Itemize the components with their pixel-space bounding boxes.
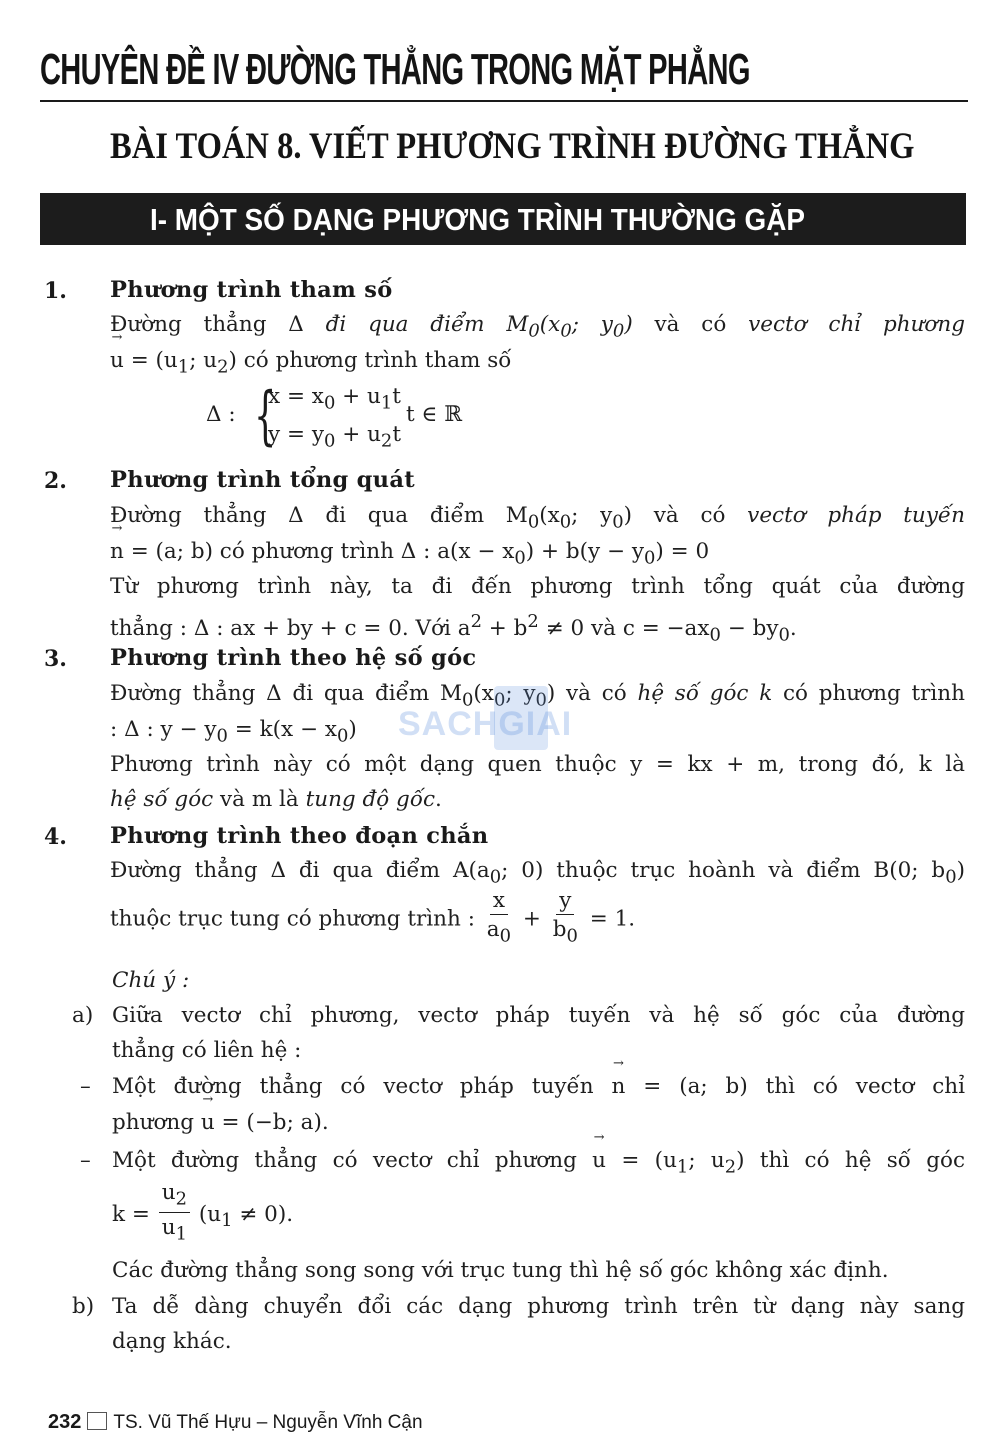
- paragraph-line: thẳng có liên hệ :: [112, 1038, 302, 1063]
- paragraph-line: Đường thẳng Δ đi qua điểm $M_0(x_0$; $y_0$) và có vectơ chỉ phương: [110, 312, 965, 342]
- paragraph-line: dạng khác.: [112, 1329, 232, 1354]
- book-icon: [87, 1412, 107, 1430]
- note-label: Chú ý :: [112, 968, 190, 993]
- chapter-header: CHUYÊN ĐỀ IV ĐƯỜNG THẲNG TRONG MẶT PHẲNG: [40, 45, 750, 94]
- item-number: 2.: [44, 468, 67, 494]
- formula-label: Δ :: [206, 402, 236, 427]
- item-heading: Phương trình tổng quát: [110, 467, 415, 493]
- paragraph-line: Đường thẳng Δ đi qua điểm $A(a_0$; 0) thuộc trục hoành và điểm B(0; $b_0$): [110, 858, 965, 888]
- paragraph-line: Các đường thẳng song song với trục tung thì hệ số góc không xác định.: [112, 1258, 889, 1283]
- dash-marker: –: [80, 1148, 91, 1173]
- paragraph-line: Ta dễ dàng chuyển đổi các dạng phương trình trên từ dạng này sang: [112, 1294, 965, 1319]
- note-marker: b): [72, 1294, 95, 1319]
- paragraph-line: k = $\frac{u_2}{u_1}$ $(u_1 \ne 0)$.: [112, 1180, 294, 1245]
- item-number: 4.: [44, 824, 67, 850]
- paragraph-line: Đường thẳng Δ đi qua điểm $M_0(x_0$; $y_0$) và có hệ số góc k có phương trình: [110, 681, 965, 711]
- paragraph-line: thuộc trục tung có phương trình : $\frac{x}{a_0}$ + $\frac{y}{b_0}$ = 1.: [110, 888, 636, 947]
- item-number: 3.: [44, 646, 67, 672]
- paragraph-line: → n = (a; b) có phương trình Δ : $a(x - x_0) + b(y - y_0) = 0$: [110, 537, 709, 573]
- paragraph-line: Giữa vectơ chỉ phương, vectơ pháp tuyến và hệ số góc của đường: [112, 1003, 965, 1028]
- paragraph-line: → $u = (u_1$; $u_2$) có phương trình tham số: [110, 346, 511, 382]
- lesson-title: BÀI TOÁN 8. VIẾT PHƯƠNG TRÌNH ĐƯỜNG THẲNG: [110, 126, 915, 167]
- paragraph-line: Một đường thẳng có vectơ chỉ phương → $u = (u_1$; $u_2$) thì có hệ số góc: [112, 1146, 965, 1182]
- paragraph-line: Phương trình này có một dạng quen thuộc y = kx + m, trong đó, k là: [110, 752, 965, 777]
- formula: t ∈ ℝ: [406, 402, 463, 427]
- note-marker: a): [72, 1003, 94, 1028]
- item-heading: Phương trình theo hệ số góc: [110, 645, 477, 671]
- formula: $y = y_0 + u_2t$: [268, 422, 401, 452]
- page-footer: [48, 1408, 423, 1437]
- page-number: 232: [48, 1411, 82, 1433]
- paragraph-line: hệ số góc và m là tung độ gốc.: [110, 787, 442, 812]
- paragraph-line: Từ phương trình này, ta đi đến phương trình tổng quát của đường: [110, 574, 965, 599]
- paragraph-line: thẳng : Δ : ax + by + c = 0. Với $a^2 + b^2 \ne 0$ và $c = -ax_0 - by_0$.: [110, 611, 797, 646]
- watermark: SACHGIAI: [398, 705, 573, 743]
- item-number: 1.: [44, 278, 67, 304]
- paragraph-line: Đường thẳng Δ đi qua điểm $M_0(x_0$; $y_0$) và có vectơ pháp tuyến: [110, 503, 965, 533]
- section-title: I- MỘT SỐ DẠNG PHƯƠNG TRÌNH THƯỜNG GẶP: [150, 202, 805, 237]
- footer-authors: TS. Vũ Thế Hựu – Nguyễn Vĩnh Cận: [113, 1412, 423, 1433]
- paragraph-line: : Δ : $y - y_0 = k(x - x_0)$: [110, 717, 357, 747]
- brace: {: [254, 379, 277, 453]
- item-heading: Phương trình tham số: [110, 277, 393, 303]
- item-heading: Phương trình theo đoạn chắn: [110, 823, 489, 849]
- paragraph-line: phương → u = (−b; a).: [112, 1108, 329, 1138]
- chapter-rule: [40, 100, 968, 102]
- formula: $x = x_0 + u_1t$: [268, 384, 401, 414]
- paragraph-line: Một đường thẳng có vectơ pháp tuyến → n = (a; b) thì có vectơ chỉ: [112, 1072, 965, 1102]
- dash-marker: –: [80, 1074, 91, 1099]
